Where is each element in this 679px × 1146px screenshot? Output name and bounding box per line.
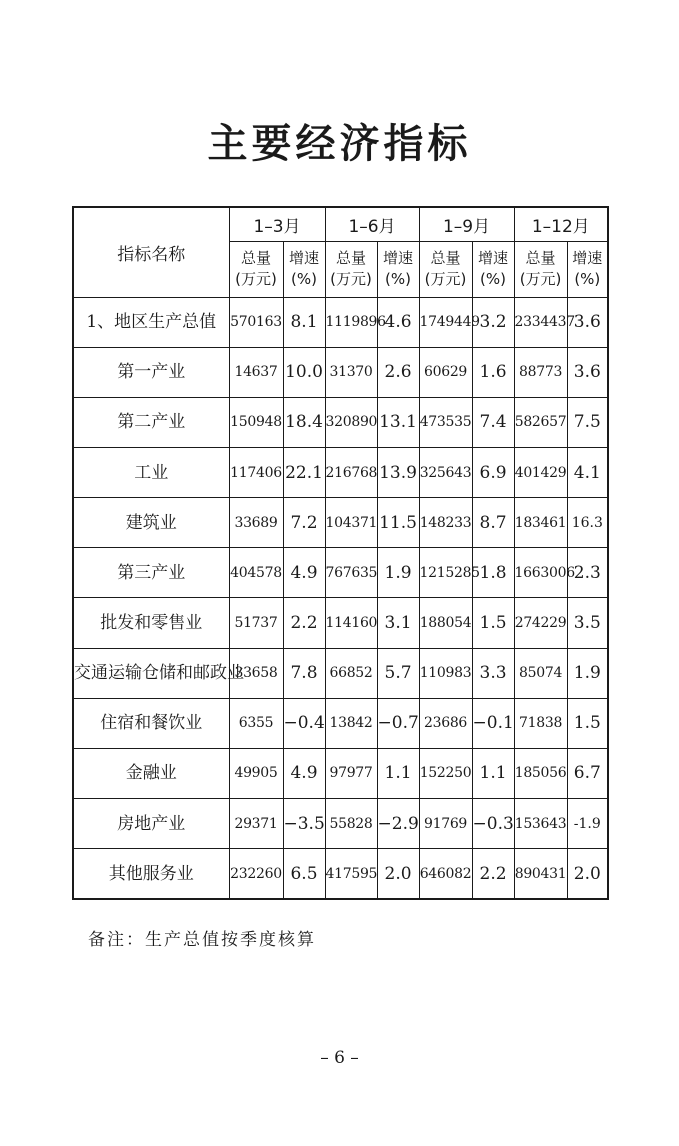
- growth-rate: 13.9: [377, 447, 419, 497]
- total-value: 148233: [419, 498, 472, 548]
- growth-rate: 10.0: [283, 347, 325, 397]
- rate-unit: (%): [574, 270, 601, 288]
- total-value: 1215285: [419, 548, 472, 598]
- total-value: 183461: [514, 498, 567, 548]
- total-value: 13842: [325, 698, 377, 748]
- total-value: 97977: [325, 748, 377, 798]
- growth-rate: 1.8: [472, 548, 514, 598]
- growth-rate: 8.1: [283, 297, 325, 347]
- total-value: 91769: [419, 799, 472, 849]
- indicator-name: 金融业: [73, 748, 229, 798]
- indicator-name-header: 指标名称: [73, 207, 229, 297]
- table-row: [73, 498, 608, 548]
- total-value: 404578: [229, 548, 283, 598]
- total-value: 188054: [419, 598, 472, 648]
- total-value: 55828: [325, 799, 377, 849]
- total-header: [419, 241, 472, 297]
- growth-rate: 1.5: [472, 598, 514, 648]
- total-value: 49905: [229, 748, 283, 798]
- total-value: 274229: [514, 598, 567, 648]
- growth-rate: 4.6: [377, 297, 419, 347]
- rate-unit: (%): [385, 270, 411, 288]
- period-header: 1–12月: [514, 207, 608, 241]
- total-value: 33689: [229, 498, 283, 548]
- total-value: 85074: [514, 648, 567, 698]
- table-row: [73, 548, 608, 598]
- growth-rate: −0.1: [472, 698, 514, 748]
- rate-label: 增速: [383, 249, 414, 267]
- growth-rate: 18.4: [283, 397, 325, 447]
- total-value: 1749449: [419, 297, 472, 347]
- growth-rate: −0.7: [377, 698, 419, 748]
- growth-rate: −3.5: [283, 799, 325, 849]
- growth-rate: 3.2: [472, 297, 514, 347]
- growth-rate: 1.6: [472, 347, 514, 397]
- total-value: 31370: [325, 347, 377, 397]
- total-value: 767635: [325, 548, 377, 598]
- total-label: 总量: [525, 249, 556, 267]
- growth-rate: 4.9: [283, 748, 325, 798]
- total-unit: (万元): [424, 270, 467, 288]
- total-value: 473535: [419, 397, 472, 447]
- indicator-name: 批发和零售业: [73, 598, 229, 648]
- growth-rate: 2.2: [283, 598, 325, 648]
- rate-label: 增速: [289, 249, 320, 267]
- header-row-periods: [73, 207, 608, 241]
- table-row: [73, 347, 608, 397]
- rate-header: [472, 241, 514, 297]
- growth-rate: 2.0: [377, 849, 419, 899]
- growth-rate: 16.3: [567, 498, 608, 548]
- total-label: 总量: [336, 249, 367, 267]
- total-value: 110983: [419, 648, 472, 698]
- growth-rate: 2.2: [472, 849, 514, 899]
- total-value: 104371: [325, 498, 377, 548]
- total-value: 71838: [514, 698, 567, 748]
- growth-rate: 2.6: [377, 347, 419, 397]
- growth-rate: 2.3: [567, 548, 608, 598]
- rate-label: 增速: [478, 249, 509, 267]
- growth-rate: 4.1: [567, 447, 608, 497]
- total-unit: (万元): [330, 270, 372, 288]
- total-value: 66852: [325, 648, 377, 698]
- total-value: 232260: [229, 849, 283, 899]
- total-value: 570163: [229, 297, 283, 347]
- total-value: 325643: [419, 447, 472, 497]
- growth-rate: −0.4: [283, 698, 325, 748]
- indicator-name: 交通运输仓储和邮政业: [73, 648, 229, 698]
- growth-rate: 1.5: [567, 698, 608, 748]
- total-value: 29371: [229, 799, 283, 849]
- indicator-name: 工业: [73, 447, 229, 497]
- rate-header: [567, 241, 608, 297]
- table-row: [73, 748, 608, 798]
- growth-rate: 13.1: [377, 397, 419, 447]
- total-value: 216768: [325, 447, 377, 497]
- total-value: 114160: [325, 598, 377, 648]
- total-value: 14637: [229, 347, 283, 397]
- growth-rate: 7.2: [283, 498, 325, 548]
- growth-rate: 1.9: [377, 548, 419, 598]
- total-header: [325, 241, 377, 297]
- total-value: 320890: [325, 397, 377, 447]
- rate-unit: (%): [291, 270, 317, 288]
- total-header: [514, 241, 567, 297]
- table-row: [73, 799, 608, 849]
- total-value: 33658: [229, 648, 283, 698]
- growth-rate: 3.6: [567, 297, 608, 347]
- period-header: 1–3月: [229, 207, 325, 241]
- indicator-name: 房地产业: [73, 799, 229, 849]
- indicator-name: 住宿和餐饮业: [73, 698, 229, 748]
- indicator-name: 第二产业: [73, 397, 229, 447]
- period-header: 1–9月: [419, 207, 514, 241]
- growth-rate: 6.5: [283, 849, 325, 899]
- indicator-name: 1、地区生产总值: [73, 297, 229, 347]
- table-row: [73, 849, 608, 899]
- page-number: – 6 –: [320, 1048, 359, 1068]
- growth-rate: −0.3: [472, 799, 514, 849]
- rate-header: [283, 241, 325, 297]
- growth-rate: 6.9: [472, 447, 514, 497]
- total-label: 总量: [240, 249, 271, 267]
- total-value: 152250: [419, 748, 472, 798]
- indicator-name: 第一产业: [73, 347, 229, 397]
- growth-rate: 22.1: [283, 447, 325, 497]
- growth-rate: −2.9: [377, 799, 419, 849]
- total-value: 51737: [229, 598, 283, 648]
- growth-rate: 2.0: [567, 849, 608, 899]
- total-unit: (万元): [235, 270, 277, 288]
- growth-rate: 7.5: [567, 397, 608, 447]
- economic-indicators-table: [72, 206, 609, 900]
- total-value: 60629: [419, 347, 472, 397]
- total-value: 890431: [514, 849, 567, 899]
- rate-unit: (%): [480, 270, 507, 288]
- growth-rate: 11.5: [377, 498, 419, 548]
- growth-rate: 8.7: [472, 498, 514, 548]
- total-value: 646082: [419, 849, 472, 899]
- table-row: [73, 648, 608, 698]
- indicator-name: 建筑业: [73, 498, 229, 548]
- total-value: 1119896: [325, 297, 377, 347]
- total-label: 总量: [430, 249, 461, 267]
- footnote: 备注：生产总值按季度核算: [88, 930, 316, 950]
- growth-rate: 4.9: [283, 548, 325, 598]
- table-row: [73, 698, 608, 748]
- growth-rate: 1.9: [567, 648, 608, 698]
- rate-label: 增速: [572, 249, 603, 267]
- table-row: [73, 397, 608, 447]
- growth-rate: -1.9: [567, 799, 608, 849]
- table-row: [73, 447, 608, 497]
- table-row: [73, 297, 608, 347]
- total-value: 185056: [514, 748, 567, 798]
- growth-rate: 6.7: [567, 748, 608, 798]
- table-body: [73, 297, 608, 899]
- page-title: 主要经济指标: [207, 121, 472, 167]
- total-value: 150948: [229, 397, 283, 447]
- table-row: [73, 598, 608, 648]
- total-unit: (万元): [519, 270, 562, 288]
- total-value: 117406: [229, 447, 283, 497]
- growth-rate: 3.3: [472, 648, 514, 698]
- indicator-name: 第三产业: [73, 548, 229, 598]
- growth-rate: 3.6: [567, 347, 608, 397]
- total-value: 6355: [229, 698, 283, 748]
- growth-rate: 7.8: [283, 648, 325, 698]
- growth-rate: 3.1: [377, 598, 419, 648]
- total-value: 401429: [514, 447, 567, 497]
- growth-rate: 5.7: [377, 648, 419, 698]
- total-value: 23686: [419, 698, 472, 748]
- rate-header: [377, 241, 419, 297]
- period-header: 1–6月: [325, 207, 419, 241]
- indicator-name: 其他服务业: [73, 849, 229, 899]
- total-value: 1663006: [514, 548, 567, 598]
- total-value: 153643: [514, 799, 567, 849]
- growth-rate: 1.1: [377, 748, 419, 798]
- total-value: 2334437: [514, 297, 567, 347]
- growth-rate: 7.4: [472, 397, 514, 447]
- growth-rate: 3.5: [567, 598, 608, 648]
- total-value: 417595: [325, 849, 377, 899]
- growth-rate: 1.1: [472, 748, 514, 798]
- total-value: 582657: [514, 397, 567, 447]
- total-header: [229, 241, 283, 297]
- total-value: 88773: [514, 347, 567, 397]
